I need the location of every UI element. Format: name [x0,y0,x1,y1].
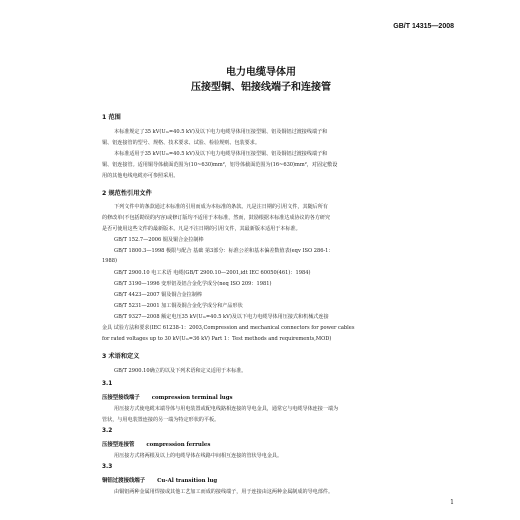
term-en: Cu-Al transition lug [157,478,218,484]
term-definition-line2: 管状，与用电装置连接的另一端为特定形状的平板。 [102,417,220,423]
terms-intro: GB/T 2900.10确立的以及下列术语和定义适用于本标准。 [114,368,247,374]
ref-item: GB/T 9327—2008 额定电压35 kV(Uₘ=40.5 kV)及以下电力电缆导体用压接式和机械式连接 [114,314,329,320]
term-definition-line1: 用压接方式使电缆末端导体与用电装置或配电线路相连接的导电金具，通常它与电缆导体连接一端为 [114,406,339,412]
document-page [62,3,460,515]
scope-para2-line3: 用的其他电线电缆亦可参照采用。 [102,173,179,179]
term-number: 3.3 [102,464,113,470]
term-en: compression ferrules [146,442,211,448]
term-zh: 压接型接线端子 [102,395,140,401]
refs-intro-line3: 是否可使用这些文件的最新版本。凡是不注日期的引用文件，其最新版本适用于本标准。 [102,226,301,232]
ref-item: GB/T 5231—2001 加工铜及铜合金化学成分和产品形状 [114,303,243,309]
term-heading [102,440,210,448]
section-heading-terms: 3 术语和定义 [102,353,140,360]
ref-item: 金具 试验方法和要求(IEC 61238-1：2003,Compression and mechanical connectors for power cables [102,325,355,331]
term-en: compression terminal lugs [151,395,233,401]
term-definition-line1: 由铜铝两种金属用焊接或其他工艺加工而成的接线端子，用于连接由这两种金属制成的导电部件。 [114,489,334,495]
ref-item: GB/T 4423—2007 铜及铜合金拉制棒 [114,292,202,298]
term-number: 3.2 [102,428,113,434]
term-definition-line1: 用压接方式将两根及以上的电缆导体在线路中间相互连接的管状导电金具。 [114,453,283,459]
standard-code: GB/T 14315—2008 [393,23,454,30]
document-title-line1: 电力电缆导体用 [226,67,296,78]
section-heading-scope: 1 范围 [102,114,121,121]
refs-intro-line2: 的修改单(不包括勘误的内容)或修订版均不适用于本标准，然而，鼓励根据本标准达成协议的各方研究 [102,215,331,221]
ref-item: GB/T 1800.3—1998 极限与配合 基础 第3部分：标准公差和基本偏差数值表(eqv ISO 286-1： [114,248,334,254]
scope-para1-line2: 铜、铝连接管的型号、规格、技术要求、试验、检验规则、包装要求。 [102,140,260,146]
scope-para1-line1: 本标准规定了35 kV(Uₘ=40.5 kV)及以下电力电缆导体用压接型铜、铝及铜铝过渡接线端子和 [114,129,328,135]
section-heading-normative-references: 2 规范性引用文件 [102,190,152,197]
refs-intro-line1: 下列文件中的条款通过本标准的引用而成为本标准的条款。凡是注日期的引用文件，其随后所有 [114,204,328,210]
document-title-line2: 压接型铜、铝接线端子和连接管 [191,82,331,93]
ref-item: GB/T 2900.10 电工术语 电缆(GB/T 2900.10—2001,idt IEC 60050(461)：1984) [114,270,311,276]
ref-item: 1988) [102,258,117,264]
ref-item: GB/T 152.7—2006 铜及铜合金拉制棒 [114,237,204,243]
term-zh: 铜铝过渡接线端子 [102,478,146,484]
page-number: 1 [450,499,454,506]
ref-item: for rated voltages up to 30 kV(Uₘ=36 kV) Part 1：Test methods and requirements,MOD) [102,336,332,342]
term-heading [102,476,217,484]
scope-para2-line1: 本标准适用于35 kV(Uₘ=40.5 kV)及以下电力电缆导体用压接型铜、铝及铜铝过渡接线端子和 [114,151,328,157]
scope-para2-line2: 铜、铝连接管。适用铜导体截面范围为(10~630)mm²，铝导体截面范围为(16~630)mm²，对固定敷设 [102,162,338,168]
ref-item: GB/T 3190—1996 变形铝及铝合金化学成分(neq ISO 209：1981) [114,281,272,287]
term-zh: 压接型连接管 [102,442,135,448]
term-heading [102,393,233,401]
term-number: 3.1 [102,381,113,387]
